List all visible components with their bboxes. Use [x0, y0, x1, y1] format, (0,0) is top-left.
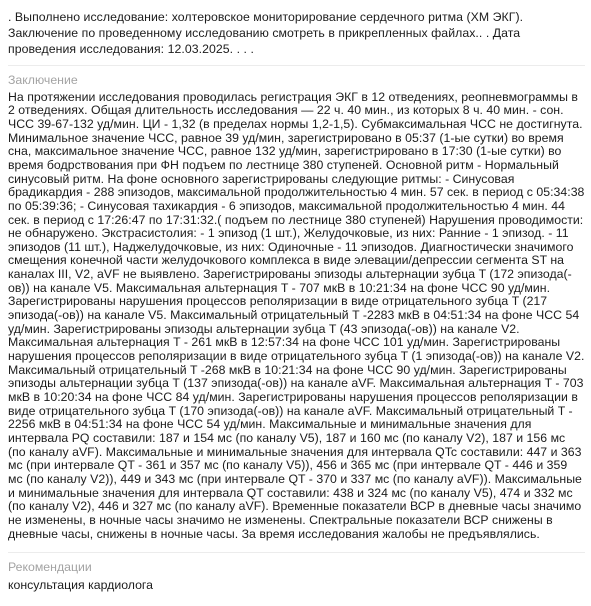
recommendations-heading: Рекомендации — [8, 560, 92, 575]
conclusion-text: На протяжении исследования проводилась регистрация ЭКГ в 12 отведениях, реопневмограммы в 2 отведениях. Общая длительность исследования — 22 ч. 40 мин., из которых 8 ч. 40 мин. - сон. ЧСС 39-67-132 уд/мин. ЦИ - 1,32 (в пределах нормы 1,2-1,5). Субмаксимальная ЧСС не достигнута. Минимальное значение ЧСС, равное 39 уд/мин, зарегистрировано в 05:37 (1-ые сутки) во время сна, максимальное значение ЧСС, равное 132 уд/мин, зарегистрировано в 17:30 (1-ые сутки) во время бодрствования при ФН подъем по лестнице 380 ступеней. Основной ритм - Нормальный синусовый ритм. На фоне основного зарегистрированы следующие ритмы: - Синусовая брадикардия - 288 эпизодов, максимальной продолжительностью 4 мин. 57 сек. в период с 05:34:38 по 05:39:36; - Синусовая тахикардия - 6 эпизодов, максимальной продолжительностью 4 мин. 44 сек. в период с 17:26:47 по 17:31:32.( подъем по лестнице 380 ступеней) Нарушения проводимости: не обнаружено. Экстрасистолия: - 1 эпизод (1 шт.), Желудочковые, из них: Ранние - 1 эпизод. - 11 эпизодов (11 шт.), Наджелудочковые, из них: Одиночные - 11 эпизодов. Диагностически значимого смещения конечной части желудочкового комплекса в виде элевации/депрессии сегмента ST на каналах III, V2, aVF не выявлено. Зарегистрированы эпизоды альтернации зубца T (172 эпизода(-ов)) на канале V5. Максимальная альтернация T - 707 мкВ в 10:21:34 на фоне ЧСС 90 уд/мин. Зарегистрированы нарушения процессов реполяризации в виде отрицательного зубца T (217 эпизода(-ов)) на канале V5. Максимальный отрицательный T -2283 мкВ в 04:51:34 на фоне ЧСС 54 уд/мин. Зарегистрированы эпизоды альтернации зубца T (43 эпизода(-ов)) на канале V2. Максимальная альтернация T - 261 мкВ в 12:57:34 на фоне ЧСС 101 уд/мин. Зарегистрированы нарушения процессов реполяризации в виде отрицательного зубца T (1 эпизода(-ов)) на канале V2. Максимальный отрицательный T -268 мкВ в 10:21:34 на фоне ЧСС 90 уд/мин. Зарегистрированы эпизоды альтернации зубца T (137 эпизода(-ов)) на канале aVF. Максимальная альтернация T - 703 мкВ в 10:20:34 на фоне ЧСС 84 уд/мин. Зарегистрированы нарушения процессов реполяризации в виде отрицательного зубца T (170 эпизода(-ов)) на канале aVF. Максимальный отрицательный T - 2256 мкВ в 04:51:34 на фоне ЧСС 54 уд/мин. Максимальные и минимальные значения для интервала PQ составили: 187 и 154 мс (по каналу V5), 187 и 160 мс (по каналу V2), 187 и 156 мс (по каналу aVF). Максимальные и минимальные значения для интервала QTc составили: 447 и 363 мс (при интервале QT - 361 и 357 мс (по каналу V5)), 456 и 365 мс (при интервале QT - 446 и 359 мс (по каналу V2)), 449 и 343 мс (при интервале QT - 370 и 337 мс (по каналу aVF)). Максимальные и минимальные значения для интервала QT составили: 438 и 324 мс (по каналу V5), 474 и 332 мс (по каналу V2), 446 и 327 мс (по каналу aVF). Временные показатели ВСР в дневные часы значимо не изменены, в ночные часы значимо не изменены. Спектральные показатели ВСР снижены в дневные часы, снижены в ночные часы. За время исследования жалобы не предъявлялись. — [8, 89, 585, 541]
conclusion-heading: Заключение — [8, 72, 78, 87]
section-divider — [8, 552, 585, 553]
intro-text: . Выполнено исследование: холтеровское мониторирование сердечного ритма (ХМ ЭКГ). Заключение по проведенному исследованию смотреть в прикрепленных файлах.. . Дата проведения исследования: 12.03.2025. . . . — [8, 10, 524, 57]
section-divider — [8, 65, 585, 66]
recommendations-text: консультация кардиолога — [8, 578, 153, 593]
